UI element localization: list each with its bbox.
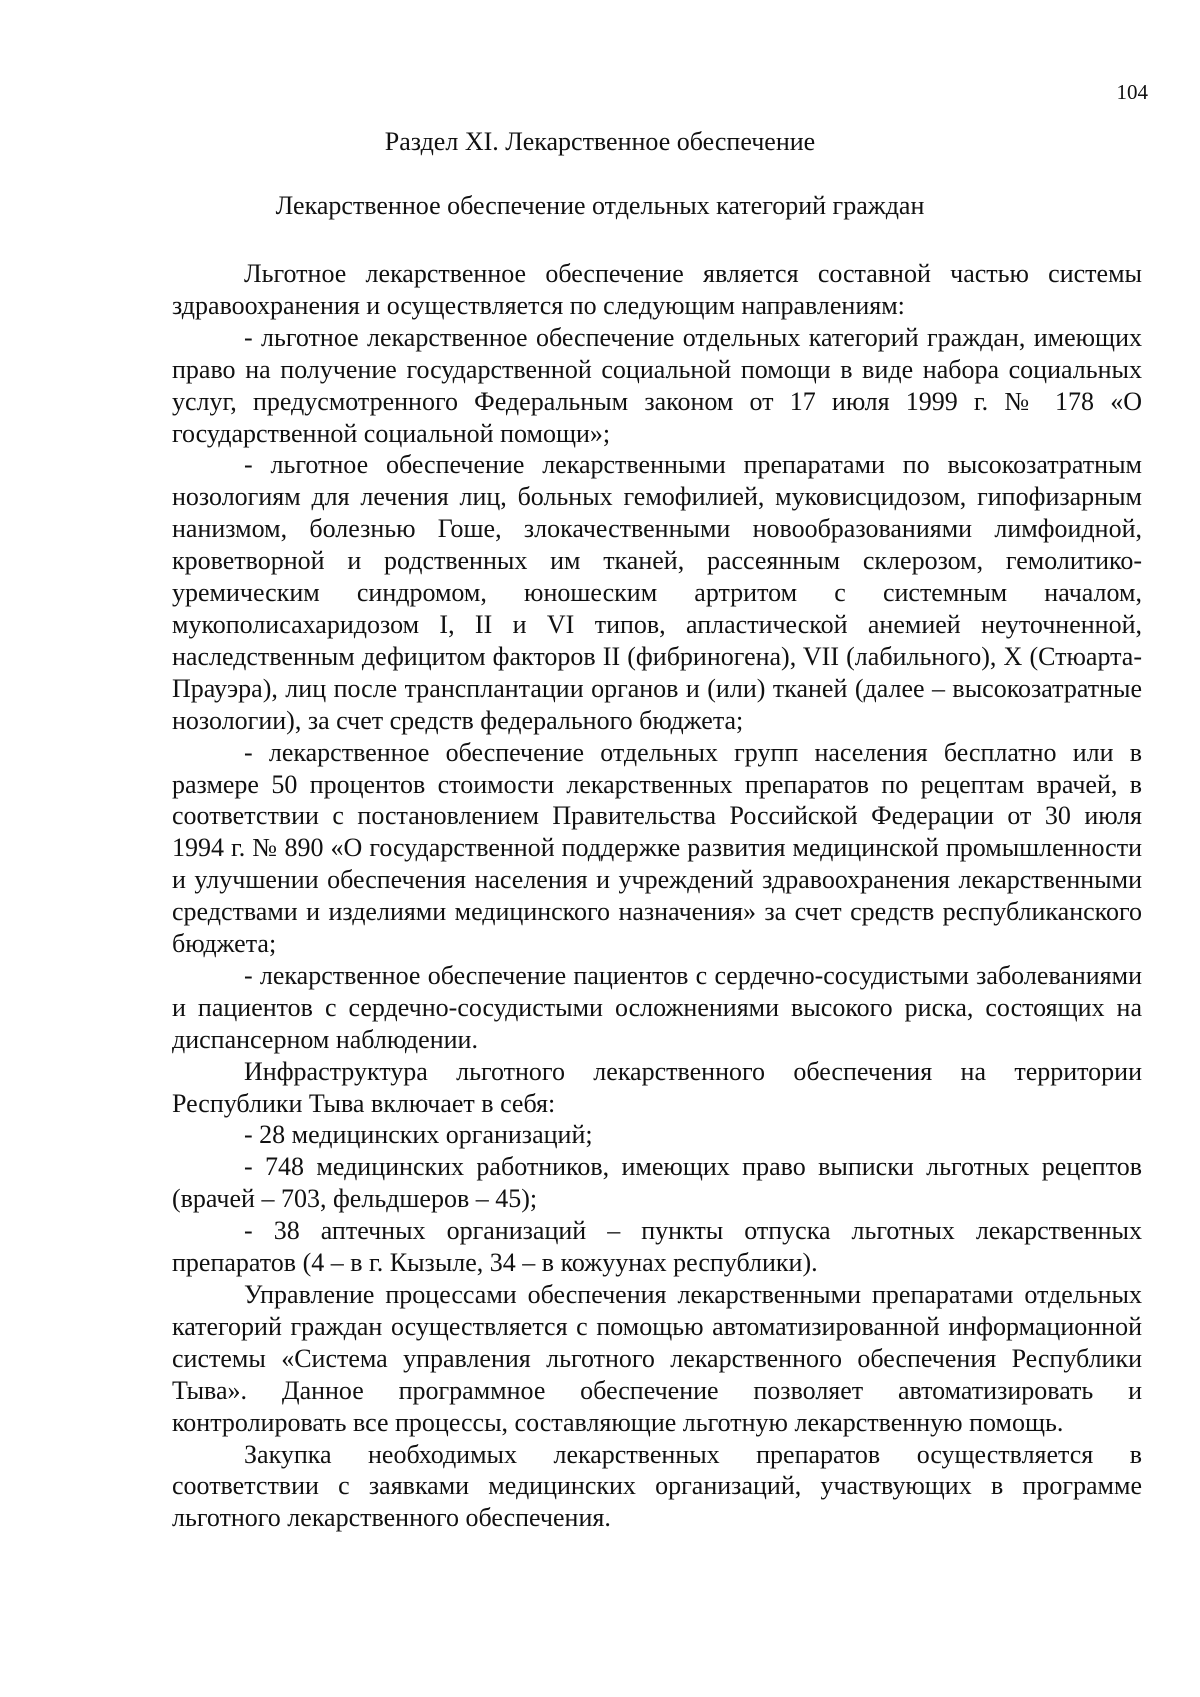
paragraph-procurement: Закупка необходимых лекарственных препаратов осуществляется в соответствии с заявками медицинских организаций, участвующих в программе льготного лекарственного обеспечения. (172, 1439, 1142, 1533)
list-item-pharmacies: - 38 аптечных организаций – пункты отпуска льготных лекарственных препаратов (4 – в г. Кызыле, 34 – в кожуунах республики). (172, 1216, 1142, 1278)
paragraph-intro: Льготное лекарственное обеспечение является составной частью системы здравоохранения и осуществляется по следующим направлениям: (172, 259, 1142, 320)
list-item-cardiovascular: - лекарственное обеспечение пациентов с сердечно-сосудистыми заболеваниями и пациентов с сердечно-сосудистыми осложнениями высокого риска, состоящих на диспансерном наблюдении. (172, 960, 1142, 1054)
list-item-population-groups: - лекарственное обеспечение отдельных групп населения бесплатно или в размере 50 процентов стоимости лекарственных препаратов по рецептам врачей, в соответствии с постановлением Правительства Российской Федерации от 30 июля 1994 г. № 890 «О государственной поддержке развития медицинской промышленности и улучшении обеспечения населения и учреждений здравоохранения лекарственными средствами и изделиями медицинского назначения» за счет средств республиканского бюджета; (172, 737, 1142, 959)
list-item-medical-workers: - 748 медицинских работников, имеющих право выписки льготных рецептов (врачей – 703, фельдшеров – 45); (172, 1152, 1142, 1214)
list-item-medical-organizations: - 28 медицинских организаций; (244, 1120, 593, 1150)
paragraph-infrastructure: Инфраструктура льготного лекарственного обеспечения на территории Республики Тыва включает в себя: (172, 1056, 1142, 1118)
list-item-high-cost-nosologies: - льготное обеспечение лекарственными препаратами по высокозатратным нозологиям для лечения лиц, больных гемофилией, муковисцидозом, гипофизарным нанизмом, болезнью Гоше, злокачественными новообразованиями лимфоидной, кроветворной и родственных им тканей, рассеянным склерозом, гемолитико-уремическим синдромом, юношеским артритом с системным началом, мукополисахаридозом I, II и VI типов, апластической анемией неуточненной, наследственным дефицитом факторов II (фибриногена), VII (лабильного), X (Стюарта-Прауэра), лиц после трансплантации органов и (или) тканей (далее – высокозатратные нозологии), за счет средств федерального бюджета; (172, 450, 1142, 735)
list-item-social-services: - льготное лекарственное обеспечение отдельных категорий граждан, имеющих право на получение государственной социальной помощи в виде набора социальных услуг, предусмотренного Федеральным законом от 17 июля 1999 г. № 178 «О государственной социальной помощи»; (172, 322, 1142, 448)
subsection-title: Лекарственное обеспечение отдельных категорий граждан (275, 191, 925, 220)
paragraph-management: Управление процессами обеспечения лекарственными препаратами отдельных категорий граждан осуществляется с помощью автоматизированной информационной системы «Система управления льготного лекарственного обеспечения Республики Тыва». Данное программное обеспечение позволяет автоматизировать и контролировать все процессы, составляющие льготную лекарственную помощь. (172, 1280, 1142, 1437)
body-text (172, 258, 1142, 1534)
page-number: 104 (1116, 80, 1148, 104)
section-title: Раздел XI. Лекарственное обеспечение (384, 127, 816, 156)
